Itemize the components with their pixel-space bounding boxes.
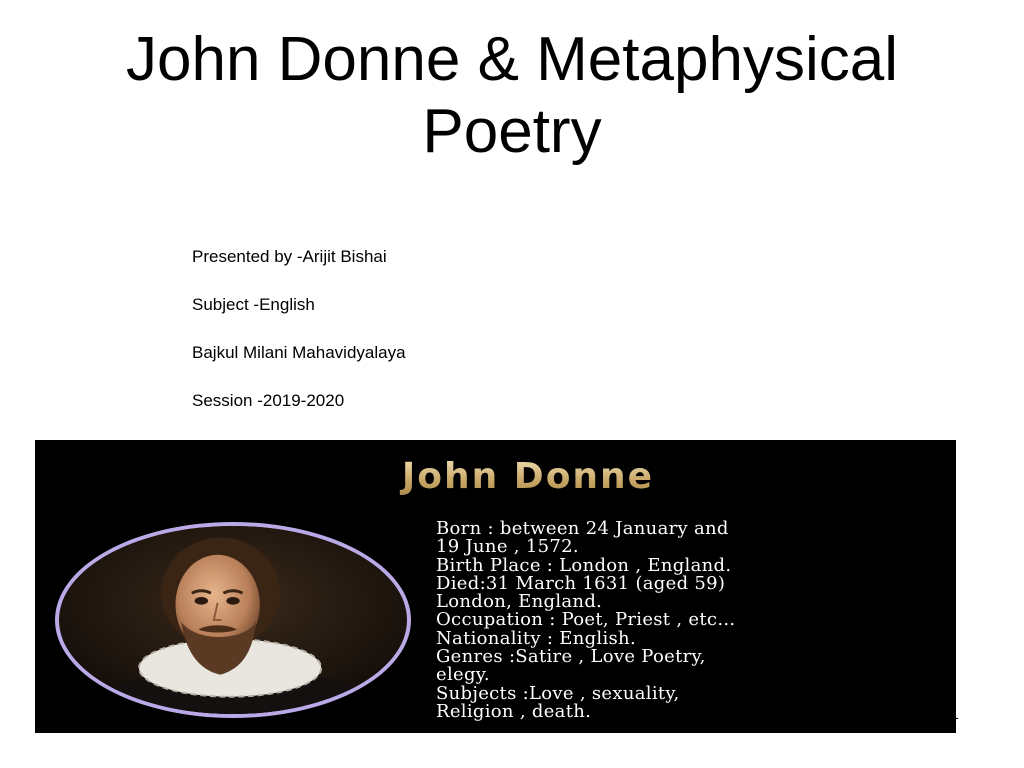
- bio-fact-line: Genres :Satire , Love Poetry,: [436, 646, 706, 668]
- college-text: Bajkul Milani Mahavidyalaya: [192, 343, 406, 362]
- slide-title-line: Poetry: [422, 97, 602, 166]
- bio-fact-line: elegy.: [436, 664, 490, 686]
- slide-title-line: John Donne & Metaphysical: [125, 25, 898, 94]
- bio-facts: [436, 520, 956, 721]
- portrait-frame: [55, 522, 411, 718]
- bio-card-heading: John Donne: [35, 456, 956, 497]
- bio-fact-line: Birth Place : London , England.: [436, 554, 732, 576]
- bio-fact-line: Died:31 March 1631 (aged 59): [436, 572, 726, 594]
- slide-title: [0, 24, 1024, 168]
- presenter-text: Presented by -Arijit Bishai: [192, 247, 387, 266]
- bio-fact-line: Nationality : English.: [436, 627, 636, 649]
- bio-fact-line: Born : between 24 January and: [436, 518, 729, 539]
- session-text: Session -2019-2020: [192, 391, 345, 410]
- bio-fact-line: Subjects :Love , sexuality,: [436, 682, 680, 704]
- portrait-of-john-donne: [59, 526, 407, 714]
- bio-fact-line: 19 June , 1572.: [436, 536, 579, 558]
- bio-fact-line: Religion , death.: [436, 700, 592, 722]
- bio-fact-line: London, England.: [436, 591, 603, 613]
- subject-text: Subject -English: [192, 295, 315, 314]
- slide-number: 1: [950, 706, 959, 723]
- bio-fact-line: Occupation : Poet, Priest , etc…: [436, 609, 736, 631]
- biography-image: [35, 440, 956, 733]
- presentation-info: [192, 246, 406, 438]
